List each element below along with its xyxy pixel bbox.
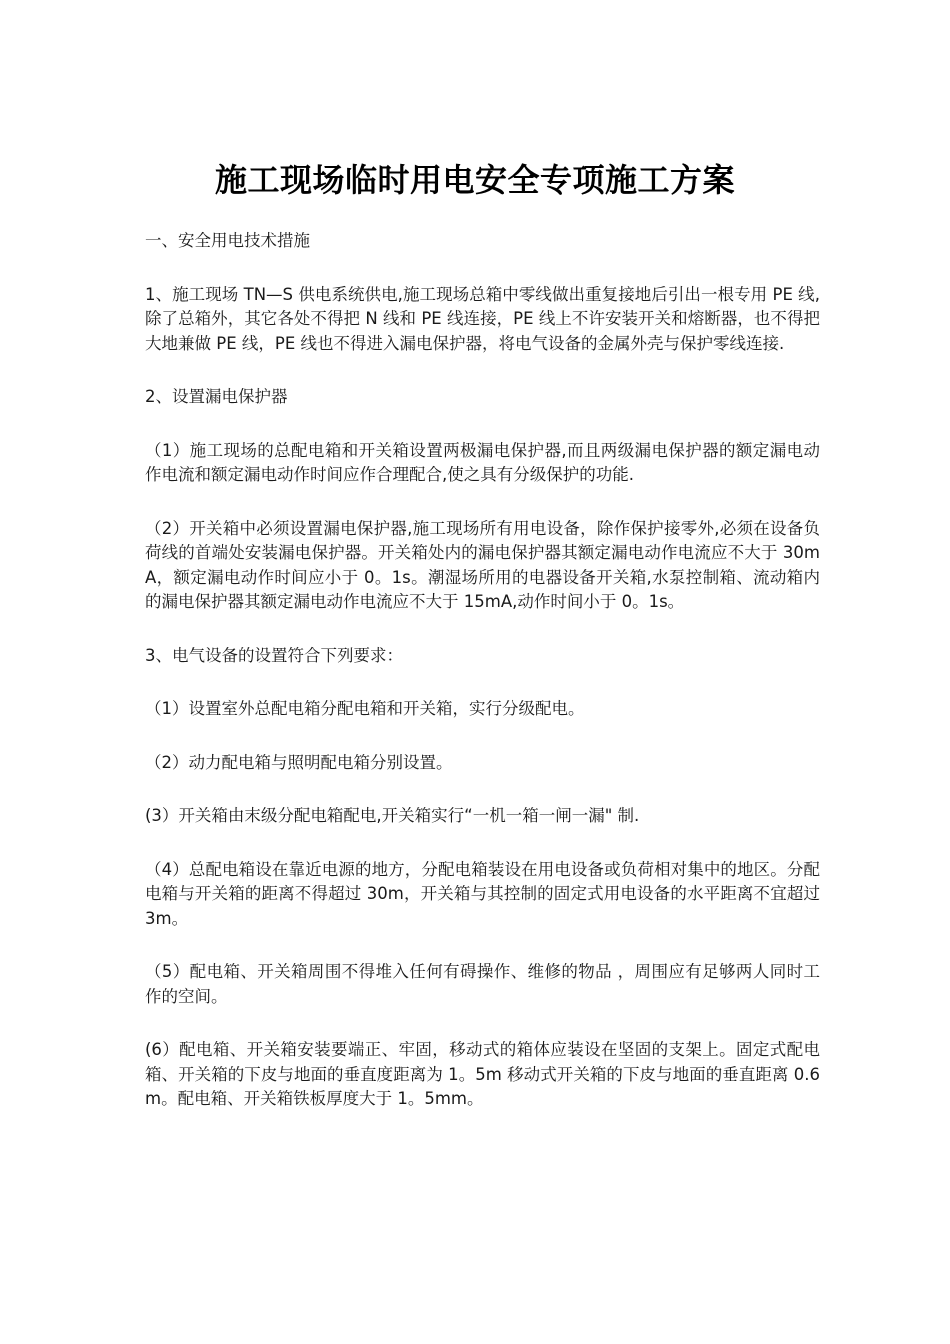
section-heading-safety-measures: 一、安全用电技术措施 [145, 231, 310, 250]
document-body [145, 229, 820, 1141]
paragraph-equipment-2: （2）动力配电箱与照明配电箱分别设置。 [145, 752, 453, 772]
heading-equipment-setup: 3、电气设备的设置符合下列要求： [145, 645, 403, 665]
paragraph-leakage-2: （2）开关箱中必须设置漏电保护器,施工现场所有用电设备，除作保护接零外,必须在设备负荷线的首端处安装漏电保护器。开关箱处内的漏电保护器其额定漏电动作电流应不大于 30mA，额定漏电动作时间应小于 0。1s。潮湿场所用的电器设备开关箱,水泵控制箱、流动箱内的漏电保护器其额定漏电动作电流应不大于 15mA,动作时间小于 0。1s。 [145, 518, 820, 611]
paragraph-leakage-1: （1）施工现场的总配电箱和开关箱设置两极漏电保护器,而且两级漏电保护器的额定漏电动作电流和额定漏电动作时间应作合理配合,使之具有分级保护的功能. [145, 440, 820, 484]
paragraph-equipment-1: （1）设置室外总配电箱分配电箱和开关箱，实行分级配电。 [145, 699, 585, 718]
paragraph-equipment-4: （4）总配电箱设在靠近电源的地方，分配电箱装设在用电设备或负荷相对集中的地区。分配电箱与开关箱的距离不得超过 30m，开关箱与其控制的固定式用电设备的水平距离不宜超过 3m。 [145, 859, 820, 928]
paragraph-tn-s-system: 1、施工现场 TN—S 供电系统供电,施工现场总箱中零线做出重复接地后引出一根专用 PE 线,除了总箱外，其它各处不得把 N 线和 PE 线连接，PE 线上不许安装开关和熔断器，也不得把大地兼做 PE 线，PE 线也不得进入漏电保护器，将电气设备的金属外壳与保护零线连接. [145, 284, 820, 353]
paragraph-equipment-3: (3）开关箱由末级分配电箱配电,开关箱实行“一机一箱一闸一漏" 制. [145, 806, 640, 825]
document-title: 施工现场临时用电安全专项施工方案 [214, 161, 735, 199]
paragraph-equipment-5: （5）配电箱、开关箱周围不得堆入任何有碍操作、维修的物品 ，周围应有足够两人同时工作的空间。 [145, 962, 820, 1006]
paragraph-equipment-6: (6）配电箱、开关箱安装要端正、牢固，移动式的箱体应装设在坚固的支架上。固定式配电箱、开关箱的下皮与地面的垂直度距离为 1。5m 移动式开关箱的下皮与地面的垂直距离 0.6m。配电箱、开关箱铁板厚度大于 1。5mm。 [145, 1040, 820, 1108]
heading-leakage-protector: 2、设置漏电保护器 [145, 387, 288, 406]
